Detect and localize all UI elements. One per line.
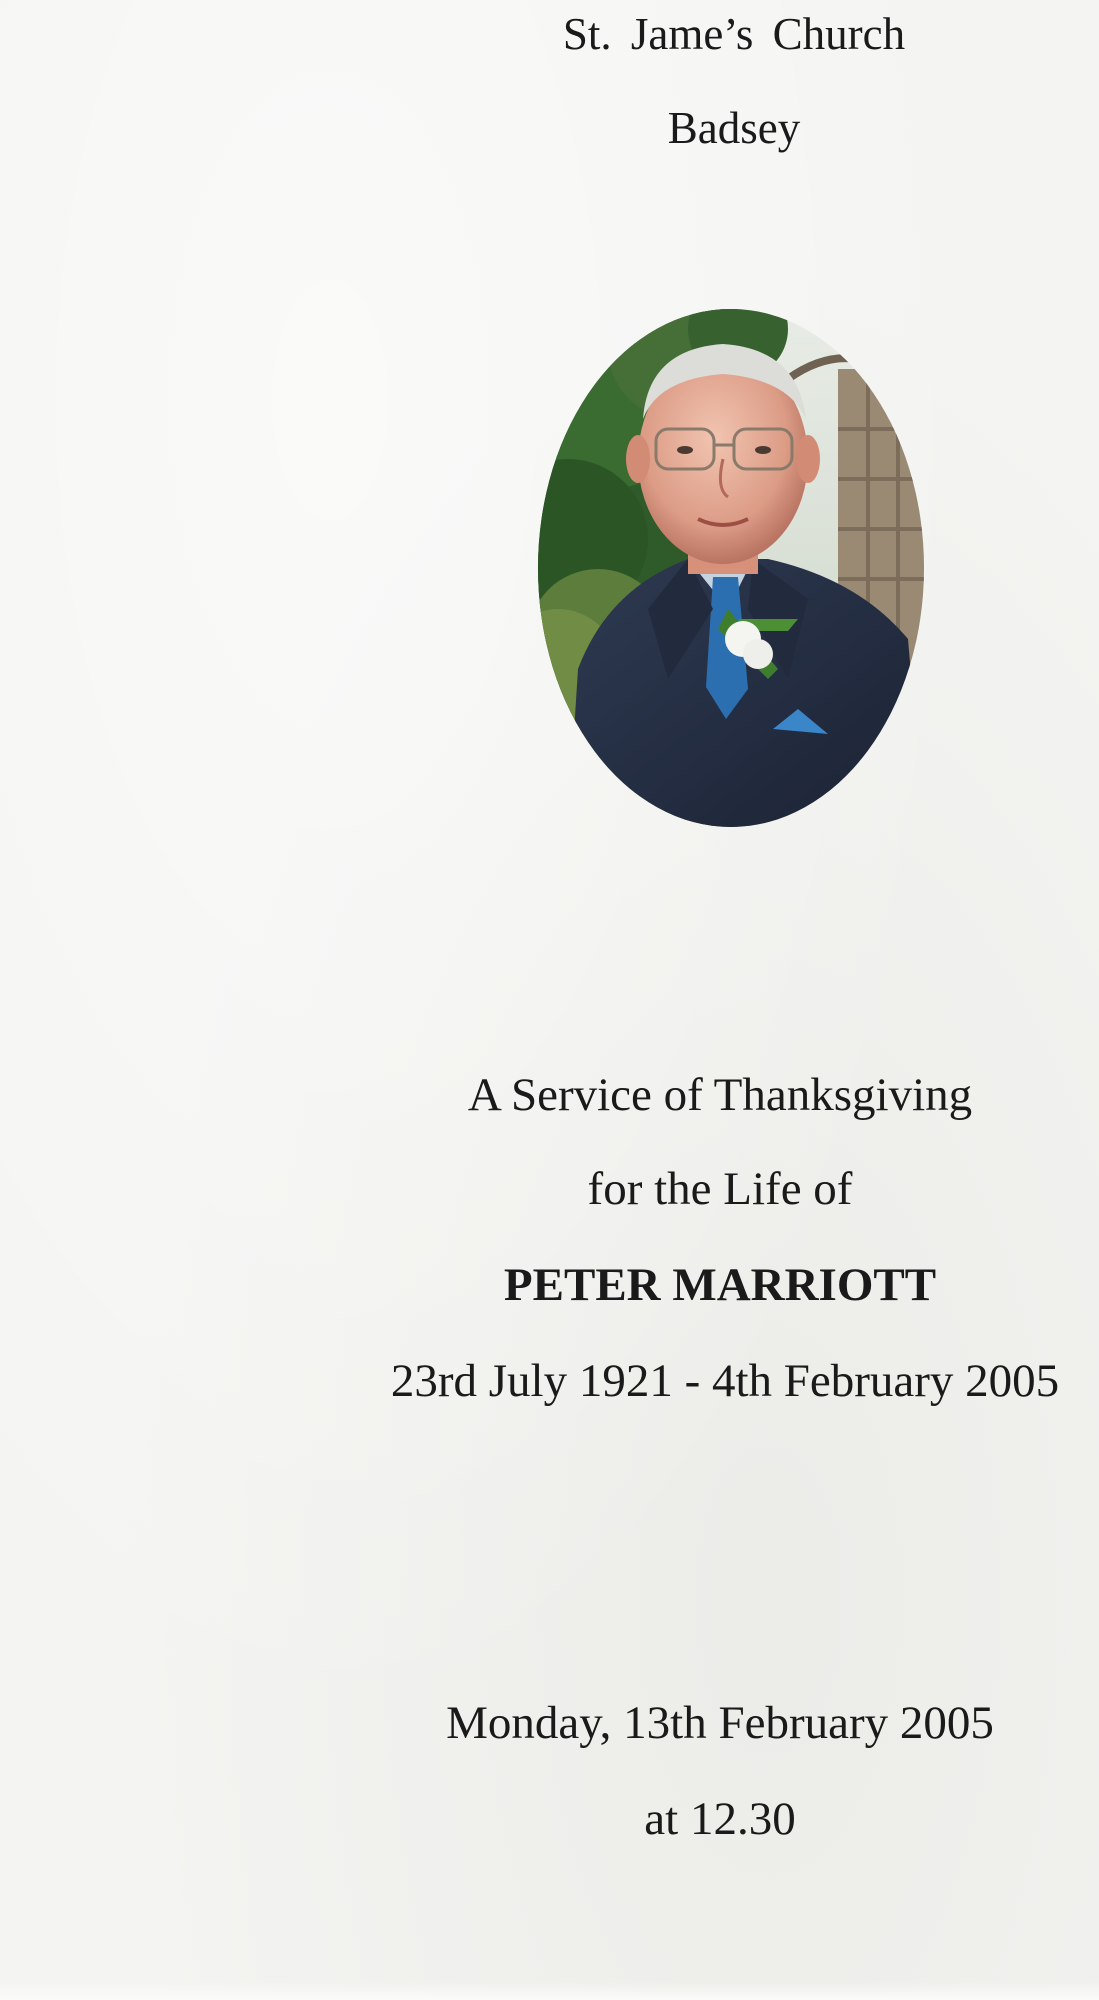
service-subtitle: for the Life of [587, 1163, 853, 1215]
church-name: St. Jame’s Church [562, 9, 906, 59]
portrait-photo [538, 309, 924, 827]
portrait-image [538, 309, 924, 827]
service-title: A Service of Thanksgiving [467, 1069, 973, 1121]
life-dates: 23rd July 1921 - 4th February 2005 [390, 1355, 1060, 1407]
deceased-name: PETER MARRIOTT [503, 1259, 937, 1311]
service-time: at 12.30 [644, 1793, 796, 1845]
church-location: Badsey [667, 103, 801, 153]
service-date: Monday, 13th February 2005 [446, 1697, 994, 1749]
